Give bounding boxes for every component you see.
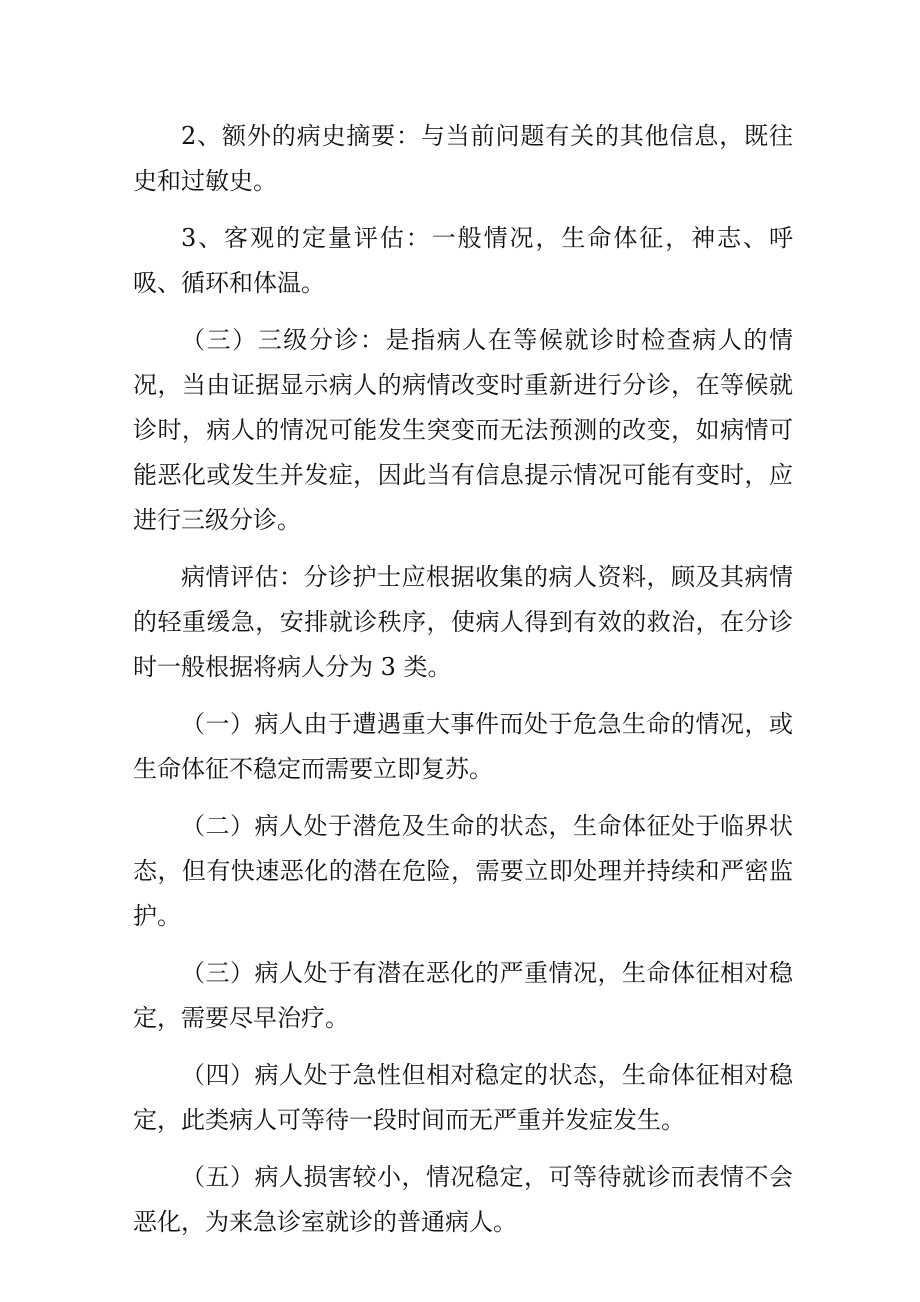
paragraph-category-one: （一）病人由于遭遇重大事件而处于危急生命的情况，或生命体征不稳定而需要立即复苏。 xyxy=(133,710,793,783)
paragraph-category-three: （三）病人处于有潜在恶化的严重情况，生命体征相对稳定，需要尽早治疗。 xyxy=(133,959,793,1032)
paragraph-condition-assessment: 病情评估：分诊护士应根据收集的病人资料，顾及其病情的轻重缓急，安排就诊秩序，使病人得到有效的救治，在分诊时一般根据将病人分为 3 类。 xyxy=(133,563,793,681)
document-body xyxy=(133,114,793,1257)
paragraph-tertiary-triage: （三）三级分诊：是指病人在等候就诊时检查病人的情况，当由证据显示病人的病情改变时重新进行分诊，在等候就诊时，病人的情况可能发生突变而无法预测的改变，如病情可能恶化或发生并发症，因此当有信息提示情况可能有变时，应进行三级分诊。 xyxy=(133,326,793,534)
paragraph-medical-history-summary: 2、额外的病史摘要：与当前问题有关的其他信息，既往史和过敏史。 xyxy=(133,122,793,195)
paragraph-category-five: （五）病人损害较小，情况稳定，可等待就诊而表情不会恶化，为来急诊室就诊的普通病人。 xyxy=(133,1163,793,1236)
paragraph-category-four: （四）病人处于急性但相对稳定的状态，生命体征相对稳定，此类病人可等待一段时间而无严重并发症发生。 xyxy=(133,1061,793,1134)
paragraph-category-two: （二）病人处于潜危及生命的状态，生命体征处于临界状态，但有快速恶化的潜在危险，需要立即处理并持续和严密监护。 xyxy=(133,812,793,930)
paragraph-objective-assessment: 3、客观的定量评估：一般情况，生命体征，神志、呼吸、循环和体温。 xyxy=(133,224,793,297)
